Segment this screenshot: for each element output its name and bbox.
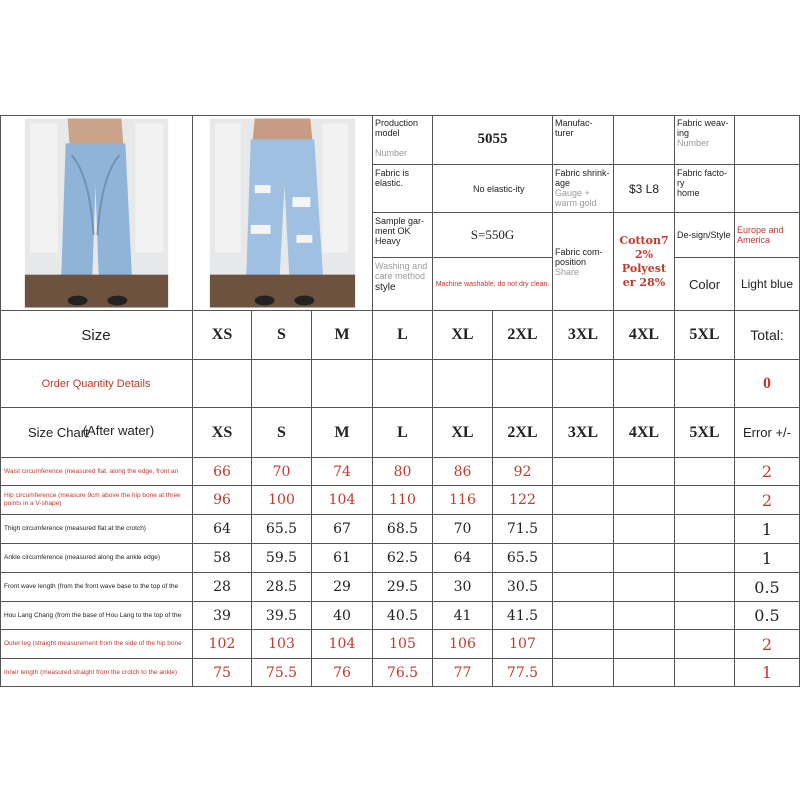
measurement-value	[675, 602, 735, 630]
sample-label	[373, 213, 433, 258]
measurement-error-text: 2	[761, 462, 773, 481]
measurement-value-text: 58	[213, 550, 231, 566]
measurement-value-text: 39.5	[265, 607, 298, 624]
measurement-value-text: 102	[208, 636, 236, 652]
measurement-value	[614, 515, 675, 544]
measurement-label	[0, 630, 193, 659]
measurement-value-text: 103	[268, 636, 295, 652]
measurement-label-text: Waist circumference (measured flat, along the edge, front an	[4, 467, 179, 475]
error-label	[735, 408, 800, 458]
measurement-value	[614, 630, 675, 659]
measurement-value-text: 106	[449, 636, 476, 652]
elasticity-text: No elastic-ity	[473, 183, 525, 194]
chart-size-header	[493, 408, 553, 458]
measurement-label	[0, 515, 193, 544]
color-value-text: Light blue	[740, 277, 794, 291]
chart-size-name: 2XL	[507, 423, 538, 441]
fabric-weaving-label	[675, 115, 735, 165]
measurement-error	[735, 659, 800, 687]
measurement-value	[252, 573, 312, 602]
measurement-label-text: Inner length (measured straight from the crotch to the ankle)	[4, 668, 178, 676]
design-style-value-text: Europe and America	[737, 225, 784, 245]
chart-size-name: S	[277, 423, 286, 441]
measurement-value-text: 75	[213, 664, 231, 681]
measurement-value	[675, 573, 735, 602]
washing-text: Washing and care method	[375, 261, 428, 281]
chart-size-header	[193, 408, 252, 458]
size-name: 3XL	[567, 326, 599, 343]
measurement-label-text: Outer leg (straight measurement from the side of the hip bone	[4, 640, 182, 647]
measurement-label-text: Ankle circumference (measured along the ankle edge)	[4, 554, 161, 561]
chart-size-header	[252, 408, 312, 458]
color-label-text: Color	[688, 276, 721, 292]
fabric-elastic-text: Fabric is elastic.	[375, 168, 410, 188]
size-name: 5XL	[689, 326, 720, 343]
order-quantity-cell	[252, 360, 312, 408]
sample-size	[433, 213, 553, 258]
sample-weight: Heavy	[375, 236, 401, 246]
measurement-value	[433, 630, 493, 659]
fabric-factory-label	[675, 165, 735, 213]
measurement-value	[193, 486, 252, 515]
measurement-value	[493, 630, 553, 659]
measurement-value-text: 74	[333, 463, 351, 480]
measurement-value	[614, 544, 675, 573]
measurement-value	[373, 573, 433, 602]
measurement-value-text: 41	[453, 607, 472, 624]
measurement-value	[193, 544, 252, 573]
chart-size-name: 5XL	[689, 423, 720, 441]
measurement-value-text: 96	[213, 492, 231, 508]
measurement-value-text: 76	[333, 664, 351, 681]
chart-size-name: XL	[451, 423, 474, 441]
measurement-error-text: 1	[761, 548, 773, 568]
measurement-value-text: 40.5	[386, 607, 419, 624]
size-name: 4XL	[628, 326, 660, 343]
order-quantity-cell	[614, 360, 675, 408]
measurement-value	[373, 458, 433, 486]
measurement-value	[312, 630, 373, 659]
fabric-shrinkage-label	[553, 165, 614, 213]
measurement-value-text: 116	[449, 492, 476, 508]
measurement-value-text: 104	[328, 636, 356, 652]
measurement-value-text: 66	[213, 463, 231, 480]
washing-label	[373, 258, 433, 311]
measurement-error	[735, 602, 800, 630]
measurement-value-text: 39	[213, 607, 231, 624]
measurement-error-text: 2	[761, 634, 773, 654]
size-header	[553, 311, 614, 360]
measurement-value	[433, 515, 493, 544]
number-label: Number	[375, 148, 408, 158]
fabric-weaving-text: Fabric weav-ing	[677, 118, 729, 138]
size-name: XL	[451, 326, 474, 343]
measurement-label	[0, 486, 193, 515]
chart-size-name: XS	[211, 423, 233, 441]
measurement-value	[493, 659, 553, 687]
manufacturer-value	[614, 115, 675, 165]
measurement-value	[493, 573, 553, 602]
measurement-error-text: 0.5	[754, 606, 780, 625]
measurement-value-text: 41.5	[506, 607, 539, 624]
measurement-error	[735, 515, 800, 544]
fabric-weaving-sub: Number	[677, 138, 710, 148]
color-value	[735, 258, 800, 311]
chart-size-header	[614, 408, 675, 458]
model-number-value: 5055	[477, 131, 508, 147]
manufacturer-text: Manufac-turer	[555, 118, 593, 138]
measurement-value	[553, 458, 614, 486]
measurement-value	[312, 515, 373, 544]
measurement-value	[312, 486, 373, 515]
measurement-value-text: 61	[333, 550, 351, 566]
shrinkage-text: Fabric shrink-age	[555, 168, 610, 188]
measurement-value-text: 67	[333, 521, 351, 537]
measurement-value-text: 30.5	[506, 579, 539, 595]
shrinkage-sub: Gauge + warm gold	[555, 188, 597, 208]
elasticity-value	[433, 165, 553, 213]
measurement-value	[373, 515, 433, 544]
chart-size-header	[312, 408, 373, 458]
size-name: S	[277, 326, 286, 343]
fabric-weaving-value	[735, 115, 800, 165]
size-header	[373, 311, 433, 360]
order-quantity-cell	[553, 360, 614, 408]
measurement-label-text: Hip circumference (measure 9cm above the hip bone at three points in a V-shape)	[4, 492, 181, 507]
error-label-text: Error +/-	[742, 425, 792, 440]
measurement-value	[493, 544, 553, 573]
measurement-value-text: 28.5	[265, 579, 298, 595]
measurement-value	[373, 486, 433, 515]
order-label-text: Order Quantity Details	[41, 377, 151, 390]
measurement-label-text: Thigh circumference (measured flat at the crotch)	[4, 525, 146, 532]
size-label-text: Size	[81, 326, 111, 344]
fabric-elastic-label	[373, 165, 433, 213]
size-name: XS	[211, 326, 233, 343]
measurement-value	[433, 573, 493, 602]
measurement-value	[252, 659, 312, 687]
chart-size-header	[433, 408, 493, 458]
measurement-value	[252, 458, 312, 486]
measurement-value-text: 77.5	[506, 664, 539, 681]
measurement-value	[553, 544, 614, 573]
measurement-value	[675, 486, 735, 515]
measurement-value	[312, 573, 373, 602]
size-chart-label	[0, 408, 193, 458]
measurement-value-text: 30	[453, 579, 472, 595]
measurement-value-text: 68.5	[386, 521, 419, 537]
order-total-value: 0	[763, 374, 771, 392]
measurement-value-text: 80	[393, 463, 412, 480]
size-header	[614, 311, 675, 360]
chart-size-header	[675, 408, 735, 458]
measurement-label-text: Hou Lang Chang (from the base of Hou Lang to the top of the	[4, 611, 182, 619]
measurement-value	[373, 544, 433, 573]
measurement-value-text: 65.5	[265, 521, 298, 537]
chart-size-name: 4XL	[628, 423, 660, 441]
production-model-text: Production model	[375, 118, 419, 138]
size-header	[433, 311, 493, 360]
measurement-value	[252, 486, 312, 515]
factory-value: home	[677, 188, 700, 198]
measurement-value	[193, 630, 252, 659]
measurement-value	[553, 515, 614, 544]
measurement-error-text: 0.5	[754, 577, 780, 597]
order-quantity-label	[0, 360, 193, 408]
model-number	[433, 115, 553, 165]
design-style-value	[735, 213, 800, 258]
measurement-label	[0, 659, 193, 687]
measurement-value	[312, 544, 373, 573]
measurement-value-text: 76.5	[386, 664, 419, 681]
measurement-value	[312, 458, 373, 486]
measurement-value	[373, 659, 433, 687]
product-photo-back	[0, 115, 193, 311]
size-name: L	[397, 326, 408, 343]
measurement-value	[433, 602, 493, 630]
measurement-value	[614, 573, 675, 602]
measurement-error	[735, 458, 800, 486]
measurement-value-text: 107	[509, 636, 536, 652]
measurement-value-text: 71.5	[506, 521, 539, 537]
measurement-value	[193, 515, 252, 544]
measurement-value	[193, 602, 252, 630]
size-chart-text: Size Chart	[28, 425, 89, 440]
measurement-value	[675, 544, 735, 573]
measurement-value-text: 100	[268, 492, 295, 508]
size-header	[312, 311, 373, 360]
measurement-value-text: 77	[453, 664, 472, 681]
measurement-value	[675, 515, 735, 544]
order-quantity-cell	[433, 360, 493, 408]
measurement-value	[373, 602, 433, 630]
measurement-value	[433, 544, 493, 573]
measurement-label	[0, 458, 193, 486]
measurement-value	[614, 602, 675, 630]
order-total	[735, 360, 800, 408]
measurement-value	[252, 515, 312, 544]
measurement-value-text: 64	[453, 550, 472, 566]
measurement-value	[675, 659, 735, 687]
measurement-value-text: 62.5	[386, 550, 419, 566]
composition-value	[614, 213, 675, 311]
measurement-value	[433, 486, 493, 515]
production-model-label	[373, 115, 433, 165]
total-label	[735, 311, 800, 360]
shrinkage-value	[614, 165, 675, 213]
measurement-label	[0, 544, 193, 573]
measurement-value	[614, 458, 675, 486]
measurement-value-text: 104	[328, 492, 356, 508]
shrinkage-value-text: $3 L8	[628, 181, 660, 196]
size-header	[675, 311, 735, 360]
measurement-value-text: 65.5	[506, 550, 539, 566]
order-quantity-cell	[373, 360, 433, 408]
fabric-composition-label	[553, 213, 614, 311]
measurement-error	[735, 630, 800, 659]
color-label	[675, 258, 735, 311]
order-quantity-cell	[312, 360, 373, 408]
measurement-error-text: 1	[761, 663, 773, 682]
measurement-error-text: 1	[761, 519, 773, 539]
measurement-value	[553, 602, 614, 630]
measurement-value	[193, 573, 252, 602]
measurement-error-text: 2	[761, 490, 773, 510]
measurement-value	[493, 486, 553, 515]
chart-size-name: M	[334, 423, 350, 441]
measurement-value	[553, 573, 614, 602]
measurement-value-text: 28	[213, 579, 231, 595]
design-style-label	[675, 213, 735, 258]
measurement-label	[0, 602, 193, 630]
measurement-value	[493, 602, 553, 630]
measurement-value-text: 29	[333, 579, 351, 595]
measurement-value	[614, 486, 675, 515]
measurement-value	[193, 659, 252, 687]
order-quantity-cell	[493, 360, 553, 408]
chart-size-name: 3XL	[567, 423, 599, 441]
washing-value	[433, 258, 553, 311]
measurement-value	[675, 630, 735, 659]
measurement-value	[373, 630, 433, 659]
measurement-value	[252, 602, 312, 630]
measurement-value	[433, 458, 493, 486]
size-row-label	[0, 311, 193, 360]
measurement-value-text: 59.5	[265, 550, 298, 566]
measurement-value	[312, 602, 373, 630]
measurement-error	[735, 544, 800, 573]
size-name: M	[334, 326, 350, 343]
measurement-value-text: 64	[213, 521, 231, 537]
manufacturer-label	[553, 115, 614, 165]
product-photo-front	[193, 115, 373, 311]
measurement-value-text: 75.5	[265, 664, 298, 681]
size-header	[252, 311, 312, 360]
measurement-value-text: 40	[333, 607, 351, 624]
size-spec-sheet	[0, 115, 800, 687]
measurement-value	[553, 659, 614, 687]
measurement-value-text: 86	[453, 463, 472, 480]
measurement-value-text: 70	[272, 463, 291, 480]
chart-size-header	[373, 408, 433, 458]
measurement-value	[553, 630, 614, 659]
measurement-value-text: 105	[389, 636, 416, 652]
measurement-value-text: 70	[453, 521, 472, 537]
composition-sub: Share	[555, 266, 580, 277]
measurement-value-text: 122	[509, 492, 536, 508]
measurement-value	[493, 515, 553, 544]
design-style-text: De-sign/Style	[677, 230, 731, 240]
measurement-value	[433, 659, 493, 687]
measurement-label	[0, 573, 193, 602]
size-header	[493, 311, 553, 360]
chart-size-name: L	[397, 423, 408, 441]
total-label-text: Total:	[750, 327, 784, 343]
jeans-front-photo	[193, 115, 372, 311]
order-quantity-cell	[193, 360, 252, 408]
size-name: 2XL	[507, 326, 538, 343]
measurement-value	[553, 486, 614, 515]
washing-value-text: Machine washable, do not dry clean.	[435, 280, 550, 288]
measurement-value-text: 29.5	[386, 579, 419, 595]
measurement-value	[614, 659, 675, 687]
composition-label-text: Fabric com-position	[555, 246, 603, 267]
factory-text: Fabric facto-ry	[677, 168, 728, 188]
measurement-error	[735, 486, 800, 515]
sample-text: Sample gar-ment OK	[375, 216, 425, 236]
measurement-value	[675, 458, 735, 486]
measurement-value-text: 92	[513, 463, 532, 480]
measurement-value	[252, 630, 312, 659]
measurement-value	[493, 458, 553, 486]
composition-text: Cotton7 2% Polyest er 28%	[619, 233, 669, 289]
washing-style: style	[375, 282, 396, 293]
size-chart-note: (After water)	[82, 423, 155, 438]
measurement-value	[193, 458, 252, 486]
order-quantity-cell	[675, 360, 735, 408]
measurement-value	[312, 659, 373, 687]
sample-size-value: S=550G	[470, 227, 515, 242]
measurement-value-text: 110	[389, 492, 416, 508]
jeans-back-photo	[0, 115, 192, 311]
measurement-label-text: Front wave length (from the front wave base to the top of the	[4, 583, 179, 590]
measurement-error	[735, 573, 800, 602]
size-header	[193, 311, 252, 360]
fabric-factory-extra	[735, 165, 800, 213]
chart-size-header	[553, 408, 614, 458]
measurement-value	[252, 544, 312, 573]
